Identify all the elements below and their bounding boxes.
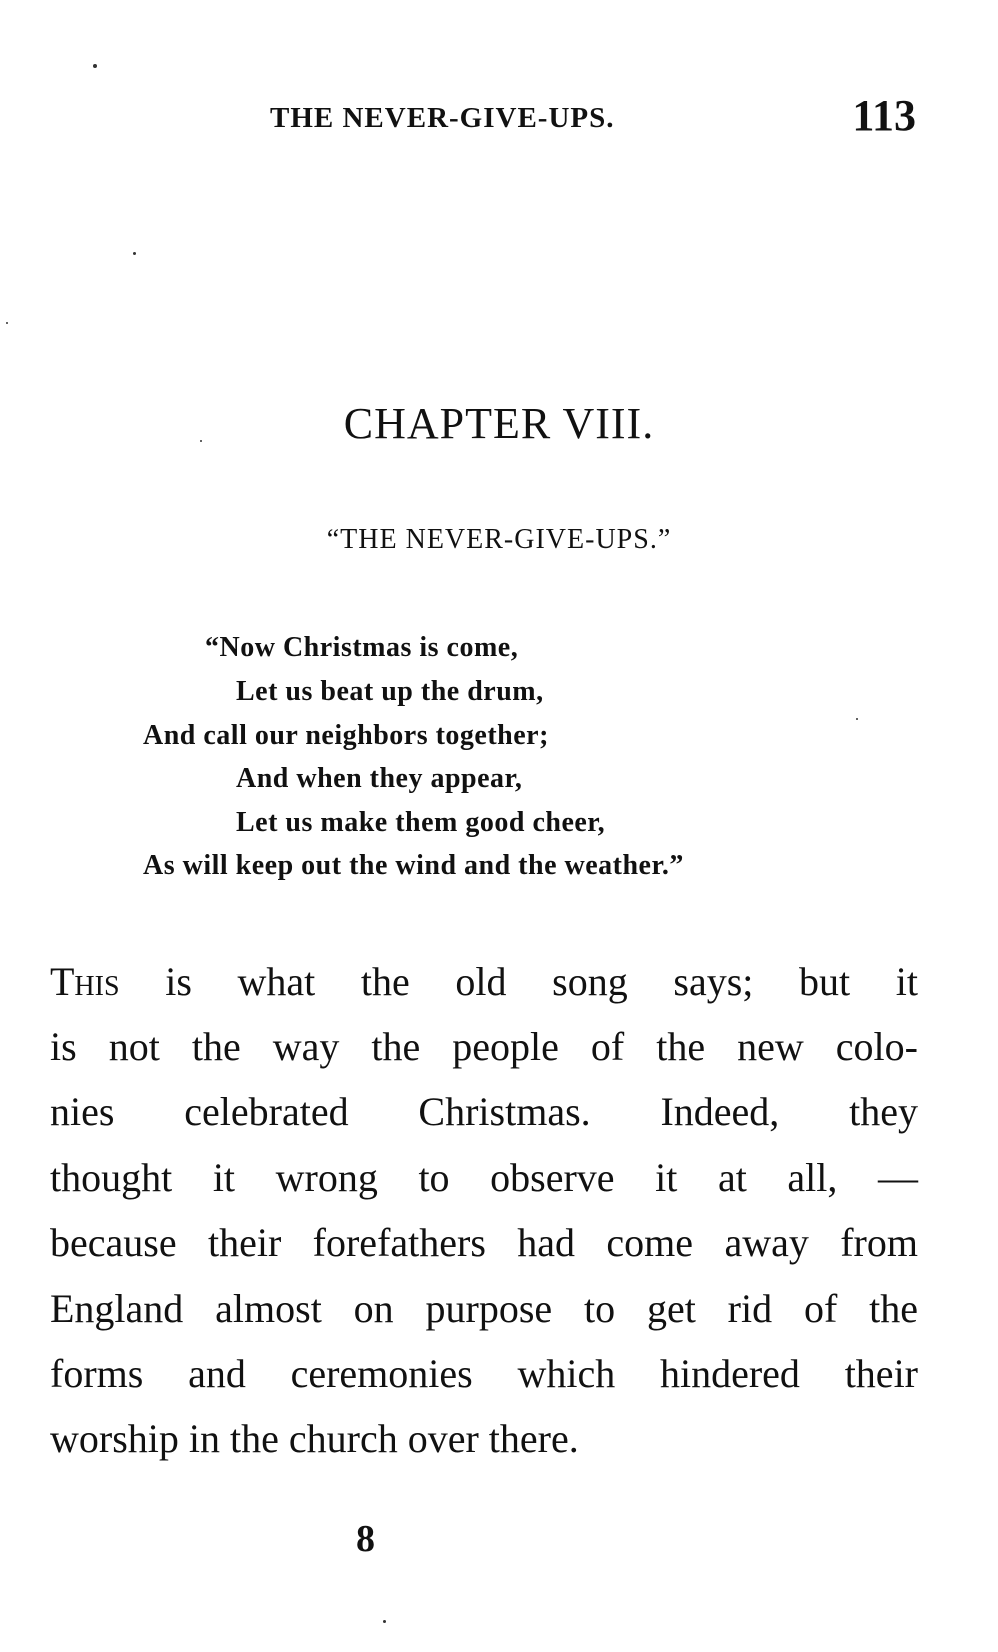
- paragraph-line: [50, 958, 918, 1028]
- running-title: THE NEVER-GIVE-UPS.: [270, 102, 615, 134]
- chapter-title: CHAPTER VIII.: [343, 399, 655, 448]
- paragraph-line: nies celebrated Christmas. Indeed, they: [50, 1089, 918, 1134]
- signature-mark: 8: [356, 1518, 375, 1560]
- paragraph-line-text: is what the old song says; but it: [119, 959, 918, 1004]
- scan-speck: [133, 252, 136, 255]
- paragraph-line: thought it wrong to observe it at all, —: [50, 1155, 918, 1200]
- paragraph-line: is not the way the people of the new colo-: [50, 1024, 918, 1069]
- scan-speck: [856, 718, 858, 720]
- paragraph-line: England almost on purpose to get rid of the: [50, 1286, 918, 1331]
- page-number: 113: [852, 91, 916, 140]
- paragraph-line: forms and ceremonies which hindered their: [50, 1351, 918, 1396]
- opening-word: This: [50, 959, 120, 1004]
- scan-speck: [93, 64, 97, 68]
- poem-line: “Now Christmas is come,: [205, 632, 519, 663]
- poem-line: And when they appear,: [236, 763, 523, 794]
- scan-speck: [6, 322, 8, 324]
- scan-speck: [383, 1620, 386, 1623]
- chapter-subtitle: “THE NEVER-GIVE-UPS.”: [326, 524, 672, 555]
- poem-line: Let us beat up the drum,: [236, 676, 544, 707]
- scan-speck: [200, 440, 202, 442]
- poem-line: Let us make them good cheer,: [236, 807, 606, 838]
- paragraph-line: worship in the church over there.: [50, 1416, 579, 1461]
- paragraph-line: because their forefathers had come away from: [50, 1220, 918, 1265]
- poem-line: As will keep out the wind and the weather.”: [143, 850, 684, 881]
- poem-line: And call our neighbors together;: [143, 720, 549, 751]
